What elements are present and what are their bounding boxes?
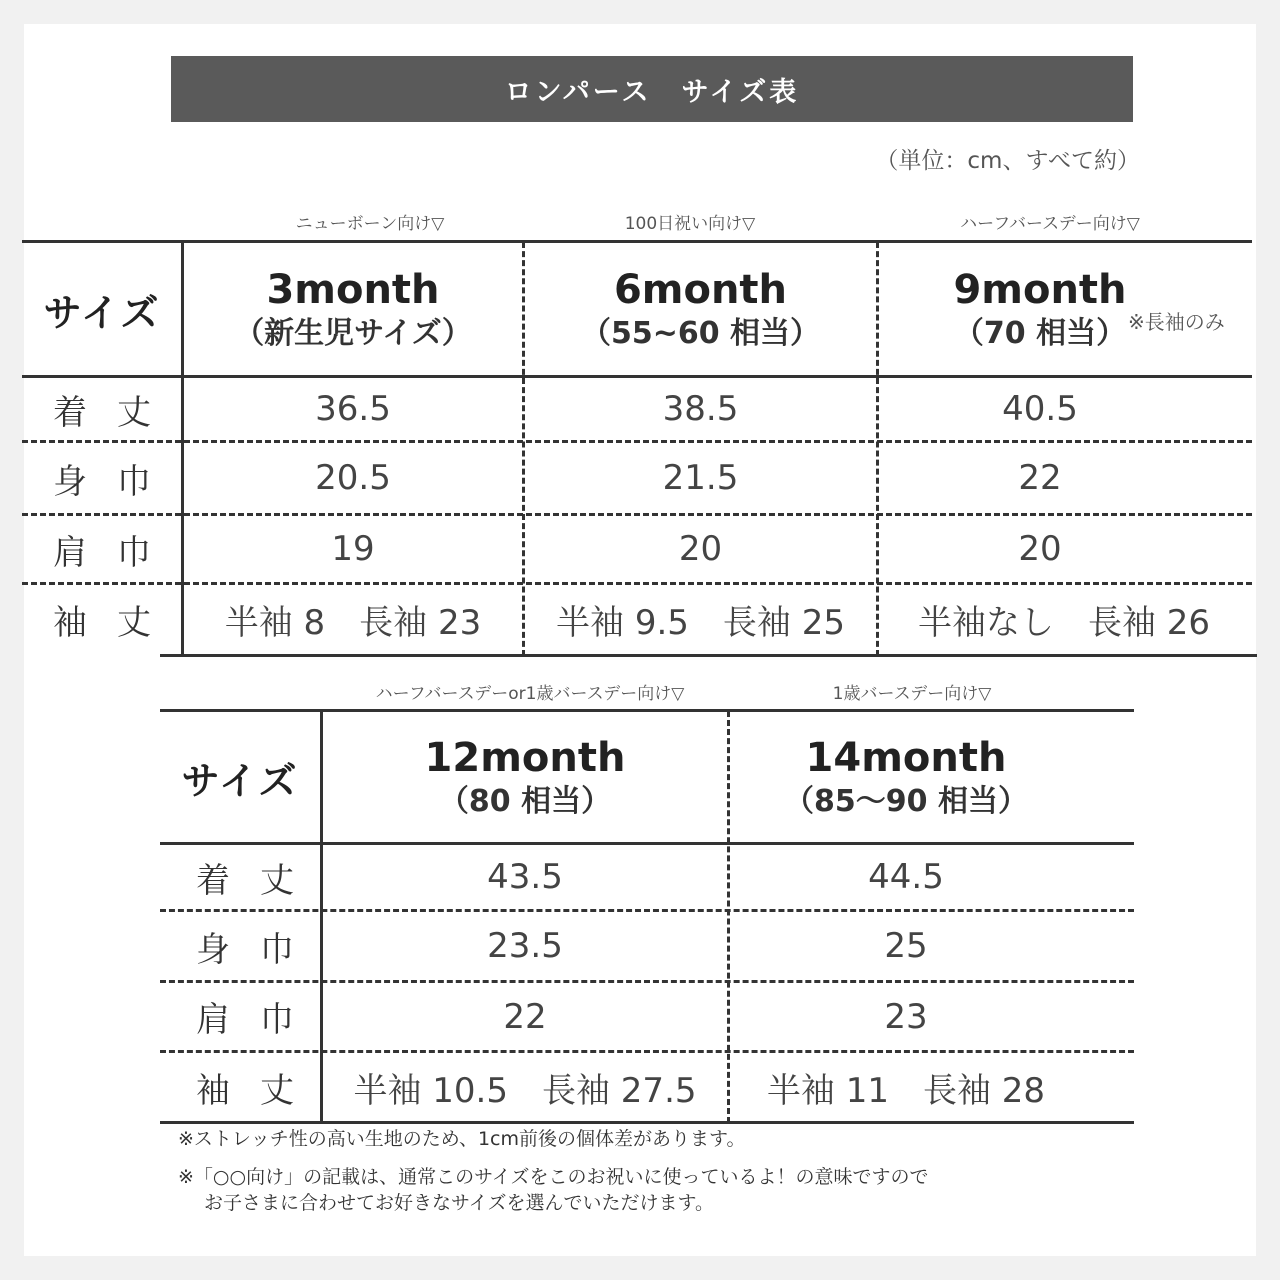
size-equivalent: （70 相当）: [953, 316, 1127, 352]
size-column-12month: [323, 712, 727, 842]
size-name: 12month: [424, 735, 626, 782]
row-label-length: 着丈: [53, 392, 181, 433]
table-cell: 19: [331, 529, 375, 569]
size-column-3month: [184, 243, 522, 375]
table-cell: 44.5: [868, 857, 944, 897]
table-cell: 36.5: [315, 389, 391, 429]
table-cell: 20: [1018, 529, 1062, 569]
table-cell: 半袖 11 長袖 28: [766, 1070, 1046, 1111]
unit-note: （単位：cm、すべて約）: [875, 148, 1140, 174]
size-equivalent: （新生児サイズ）: [234, 316, 472, 352]
table-cell: 23: [884, 996, 928, 1037]
table-cell: 43.5: [487, 857, 563, 897]
size-column-6month: [525, 243, 876, 375]
table-cell: 半袖 10.5 長袖 27.5: [353, 1070, 697, 1111]
table-cell: 22: [503, 996, 547, 1037]
size-header-label: サイズ: [181, 758, 299, 803]
table-border-bottom: [160, 654, 1257, 657]
footnote-usage-continued: お子さまに合わせてお好きなサイズを選んでいただけます。: [204, 1192, 714, 1214]
size-equivalent: （55~60 相当）: [580, 316, 821, 352]
table-cell: 半袖 9.5 長袖 25: [556, 603, 845, 643]
table-cell: 22: [1018, 458, 1062, 498]
table-cell: 25: [884, 926, 928, 966]
column-caption: 100日祝い向け▽: [624, 214, 756, 234]
row-label-body-width: 身巾: [53, 461, 181, 502]
size-name: 14month: [805, 735, 1007, 782]
table-cell: 半袖 8 長袖 23: [224, 603, 482, 643]
table-border-bottom: [160, 1121, 1134, 1124]
long-sleeve-only-note: ※長袖のみ: [1128, 310, 1225, 334]
row-label-sleeve-length: 袖丈: [196, 1070, 324, 1111]
size-name: 3month: [266, 267, 440, 314]
table-cell: 38.5: [662, 389, 739, 429]
size-header-label: サイズ: [43, 290, 161, 335]
row-label-shoulder-width: 肩巾: [196, 1000, 324, 1040]
column-caption: ハーフバースデーor1歳バースデー向け▽: [375, 684, 685, 704]
size-column-14month: [730, 712, 1082, 842]
size-name: 9month: [953, 267, 1127, 314]
table-cell: 20.5: [315, 458, 391, 498]
row-label-sleeve-length: 袖丈: [53, 603, 181, 643]
row-label-body-width: 身巾: [196, 929, 324, 970]
page-title: ロンパース サイズ表: [171, 56, 1133, 122]
table-cell: 21.5: [662, 458, 739, 498]
row-label-length: 着丈: [196, 860, 324, 901]
table-cell: 半袖なし 長袖 26: [917, 603, 1211, 643]
footnote-usage: ※「○○向け」の記載は、通常このサイズをこのお祝いに使っているよ！の意味ですので: [178, 1166, 929, 1188]
size-equivalent: （80 相当）: [438, 784, 612, 820]
table-cell: 20: [678, 529, 723, 569]
size-equivalent: （85～90 相当）: [784, 784, 1028, 820]
table-cell: 40.5: [1002, 389, 1078, 429]
table-cell: 23.5: [487, 926, 563, 966]
size-name: 6month: [613, 267, 788, 314]
column-caption: 1歳バースデー向け▽: [832, 684, 992, 704]
row-label-shoulder-width: 肩巾: [53, 532, 181, 573]
column-caption: ハーフバースデー向け▽: [960, 214, 1140, 234]
footnote-stretch: ※ストレッチ性の高い生地のため、1cm前後の個体差があります。: [178, 1128, 746, 1150]
column-caption: ニューボーン向け▽: [295, 214, 445, 234]
